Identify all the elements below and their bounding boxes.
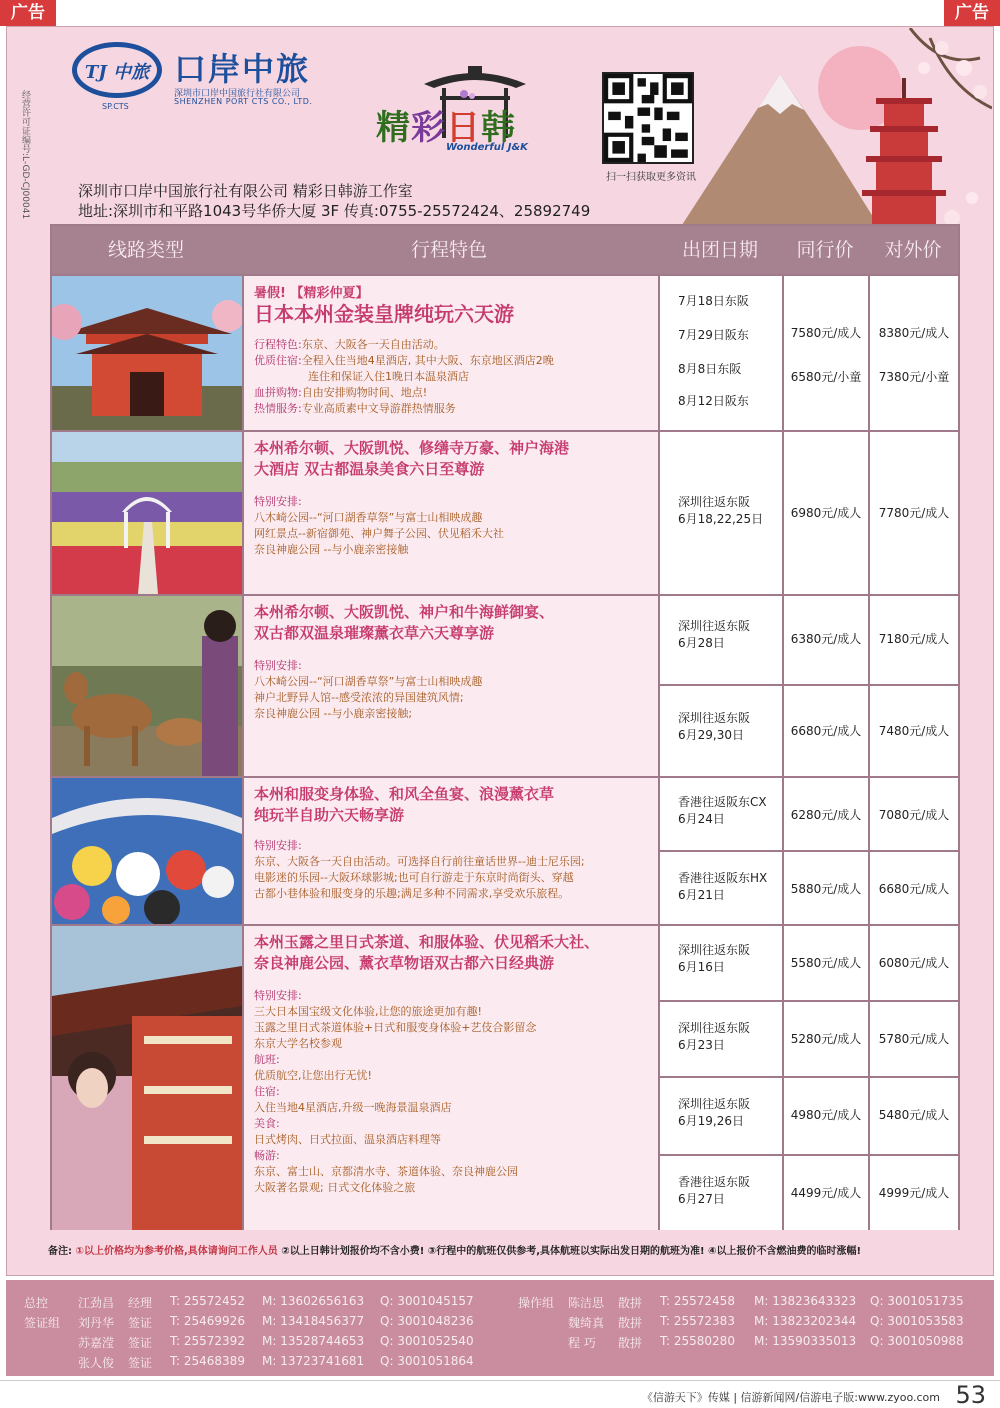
trade-price: 6280元/成人 [790, 807, 862, 822]
promo-tag: 暑假! 【精彩仲夏】 [254, 286, 369, 301]
date-cell [658, 778, 782, 924]
row-separator [784, 1076, 868, 1078]
contact-panel: 总控 江劲昌 经理 T: 25572452 M: 13602656163 Q: 3001045157 签证组 刘丹华 签证 T: 25469926 M: 13418456377 Q: 3001048236 苏嘉滢 签证 T: 25572392 M: 13528744653 Q: 3001052540 张人俊 签证 T: 25468389 M: 13723741681 Q: 3001051864 操作组 陈洁思 散拼 T: 25572458 M: 13823643323 Q: 3001051735 魏绮真 散拼 T: 25572383 M: 13823202344 Q: 3001053583 程 巧 散拼 T: 25580280 M: 13590335013 Q: 3001050988 [6, 1280, 994, 1376]
row-separator [870, 850, 958, 852]
feature-line: 奈良神鹿公园 --与小鹿亲密接触 [254, 543, 409, 556]
feature-line: 奈良神鹿公园 --与小鹿亲密接触; [254, 707, 413, 720]
feature-line: 神户北野异人馆--感受浓浓的异国建筑风情; [254, 691, 464, 704]
retail-price: 5780元/成人 [878, 1031, 950, 1046]
feature-line: 网红景点--新宿御苑、神户舞子公园、伏见稻禾大社 [254, 527, 504, 540]
table-row [52, 776, 958, 924]
brand-english: Wonderful J&K [446, 142, 528, 153]
departure-date: 香港往返东阪 6月27日 [678, 1175, 751, 1206]
feature-line: 东京大学名校参观 [254, 1037, 342, 1050]
departure-date: 8月12日阪东 [678, 393, 749, 408]
feature-label: 特别安排: [254, 839, 302, 852]
table-row [52, 924, 958, 1230]
feature-line: 优质航空,让您出行无忧! [254, 1069, 372, 1082]
table-header [52, 226, 958, 274]
tour-price-table [50, 224, 960, 1230]
trade-price: 5280元/成人 [790, 1031, 862, 1046]
retail-price: 4999元/成人 [878, 1185, 950, 1200]
row-separator [660, 850, 782, 852]
qr-caption: 扫一扫获取更多资讯 [606, 172, 696, 183]
header-departure-date: 出团日期 [681, 239, 758, 261]
header-retail-price: 对外价 [884, 239, 942, 261]
departure-date: 8月8日东阪 [678, 361, 742, 376]
feature-line: 八木崎公园--“河口湖香草祭”与富士山相映成趣 [254, 511, 483, 524]
retail-price: 5480元/成人 [878, 1107, 950, 1122]
tour-title: 本州希尔顿、大阪凯悦、神户和牛海鲜御宴、 [254, 603, 555, 621]
tour-title: 双古都双温泉璀璨薰衣草六天尊享游 [254, 624, 495, 642]
license-code: 经营许可证编号:L-GD-CJ00041 [20, 90, 30, 220]
feature-line: 电影迷的乐园--大阪环球影城;也可自行游走于东京时尚街头、穿越 [254, 871, 574, 884]
row-separator [870, 1000, 958, 1002]
retail-price: 6680元/成人 [878, 881, 950, 896]
row-separator [660, 1076, 782, 1078]
trade-price: 4499元/成人 [790, 1185, 862, 1200]
trade-price-cell [782, 432, 868, 594]
departure-date: 香港往返阪东HX 6月21日 [678, 871, 768, 902]
retail-price: 8380元/成人 [878, 325, 950, 340]
trade-price: 5880元/成人 [790, 881, 862, 896]
departure-date: 深圳往返东阪 6月18,22,25日 [678, 495, 764, 526]
ad-tag-left: 广告 [0, 0, 56, 26]
trade-price: 5580元/成人 [790, 955, 862, 970]
retail-price-cell [868, 778, 958, 924]
photo-universal-studios [52, 778, 242, 924]
trade-price-cell [782, 926, 868, 1230]
retail-price: 7480元/成人 [878, 723, 950, 738]
page-footer [0, 1380, 1000, 1408]
retail-price-cell [868, 276, 958, 430]
date-cell [658, 432, 782, 594]
feature-label: 航班: [254, 1053, 280, 1066]
remarks: 备注: ①以上价格均为参考价格,具体请询问工作人员 ②以上日韩计划报价均不含小费! ③行程中的航班仅供参考,具体航班以实际出发日期的航班为准! ④以上报价不含燃油费的临时涨幅! [48, 1246, 862, 1257]
tour-title: 本州玉露之里日式茶道、和服体验、伏见稻禾大社、 [254, 933, 600, 951]
feature-line: 东京、富士山、京都清水寺、茶道体验、奈良神鹿公园 [254, 1165, 518, 1178]
table-row [52, 274, 958, 430]
retail-price: 7180元/成人 [878, 631, 950, 646]
feature-line: 古都小巷体验和服变身的乐趣;满足多种不同需求,享受欢乐旅程。 [254, 887, 570, 900]
feature-line: 行程特色:东京、大阪各一天自由活动。 [254, 338, 445, 351]
departure-date: 深圳往返东阪 6月29,30日 [678, 711, 751, 742]
brand-name: 精彩日韩 [376, 108, 516, 148]
feature-line: 八木崎公园--“河口湖香草祭”与富士山相映成趣 [254, 675, 483, 688]
itinerary-cell [242, 276, 658, 430]
header-route-type: 线路类型 [107, 239, 184, 261]
retail-price: 7780元/成人 [878, 505, 950, 520]
retail-price: 6080元/成人 [878, 955, 950, 970]
row-separator [784, 1000, 868, 1002]
trade-price: 4980元/成人 [790, 1107, 862, 1122]
tour-title: 日本本州金装皇牌纯玩六天游 [254, 302, 514, 326]
company-logo [66, 40, 338, 110]
feature-label: 住宿: [254, 1085, 280, 1098]
logo-subtitle-cn: 深圳市口岸中国旅行社有限公司 [174, 89, 301, 99]
trade-price: 7580元/成人 [790, 325, 862, 340]
row-separator [870, 1076, 958, 1078]
photo-kiyomizu-gate [52, 276, 242, 430]
qr-code-icon [604, 74, 692, 162]
retail-price: 7080元/成人 [878, 807, 950, 822]
itinerary-cell [242, 778, 658, 924]
row-separator [784, 684, 868, 686]
logo-ring-icon [72, 42, 162, 98]
company-name: 深圳市口岸中国旅行社有限公司 精彩日韩游工作室 [78, 182, 413, 200]
departure-date: 香港往返阪东CX 6月24日 [678, 795, 767, 826]
photo-nara-deer [52, 596, 242, 776]
feature-line: 日式烤肉、日式拉面、温泉酒店料理等 [254, 1133, 441, 1146]
departure-date: 深圳往返东阪 6月19,26日 [678, 1097, 751, 1128]
departure-date: 深圳往返东阪 6月28日 [678, 619, 751, 650]
page-number: 53 [955, 1381, 986, 1408]
header-itinerary: 行程特色 [410, 239, 487, 261]
feature-label: 特别安排: [254, 495, 302, 508]
tour-title: 奈良神鹿公园、薰衣草物语双古都六日经典游 [254, 954, 555, 972]
feature-label: 美食: [254, 1117, 280, 1130]
row-separator [784, 1154, 868, 1156]
row-separator [660, 1000, 782, 1002]
feature-line: 入住当地4星酒店,升级一晚海景温泉酒店 [254, 1101, 452, 1114]
departure-date: 7月18日东阪 [678, 293, 749, 308]
table-row [52, 594, 958, 776]
trade-price-cell [782, 596, 868, 776]
trade-price: 6980元/成人 [790, 505, 862, 520]
retail-price-cell [868, 596, 958, 776]
photo-shrine-kimono [52, 926, 242, 1230]
trade-price-cell [782, 276, 868, 430]
mount-fuji-pagoda-illustration [680, 28, 992, 248]
date-cell [658, 276, 782, 430]
tour-title: 纯玩半自助六天畅享游 [254, 806, 405, 824]
departure-date: 7月29日阪东 [678, 327, 749, 342]
header-trade-price: 同行价 [796, 239, 854, 261]
trade-price: 6580元/小童 [790, 369, 862, 384]
row-separator [784, 850, 868, 852]
feature-label: 特别安排: [254, 659, 302, 672]
date-cell [658, 596, 782, 776]
row-separator [660, 684, 782, 686]
company-address: 地址:深圳市和平路1043号华侨大厦 3F 传真:0755-25572424、25892749 [78, 202, 591, 220]
logo-ring-text: TJ 中旅 [84, 62, 150, 83]
departure-date: 深圳往返东阪 6月23日 [678, 1021, 751, 1052]
brand-logo [376, 66, 546, 156]
footer-credit: 《信游天下》传媒 | 信游新闻网/信游电子版:www.zyoo.com [641, 1391, 940, 1404]
ad-tag-right: 广告 [944, 0, 1000, 26]
feature-line: 连住和保证入住1晚日本温泉酒店 [308, 370, 469, 383]
feature-line: 血拼购物:自由安排购物时间、地点! [254, 386, 428, 399]
itinerary-cell [242, 596, 658, 776]
photo-lavender-field [52, 432, 242, 594]
feature-label: 特别安排: [254, 989, 302, 1002]
departure-date: 深圳往返东阪 6月16日 [678, 943, 751, 974]
logo-name: 口岸中旅 [174, 50, 311, 88]
retail-price: 7380元/小童 [878, 369, 950, 384]
retail-price-cell [868, 432, 958, 594]
tour-title: 本州和服变身体验、和风全鱼宴、浪漫薰衣草 [254, 785, 555, 803]
feature-line: 玉露之里日式茶道体验+日式和服变身体验+艺伎合影留念 [254, 1021, 537, 1034]
itinerary-cell [242, 432, 658, 594]
row-separator [660, 1154, 782, 1156]
itinerary-cell [242, 926, 658, 1230]
feature-line: 热情服务:专业高质素中文导游群热情服务 [254, 402, 456, 415]
feature-line: 优质住宿:全程入住当地4星酒店, 其中大阪、东京地区酒店2晚 [254, 354, 554, 367]
feature-line: 东京、大阪各一天自由活动。可选择自行前往童话世界--迪士尼乐园; [254, 855, 585, 868]
feature-line: 三大日本国宝级文化体验,让您的旅途更加有趣! [254, 1005, 482, 1018]
row-separator [870, 1154, 958, 1156]
table-row [52, 430, 958, 594]
retail-price-cell [868, 926, 958, 1230]
trade-price: 6680元/成人 [790, 723, 862, 738]
date-cell [658, 926, 782, 1230]
logo-subtitle-en: SHENZHEN PORT CTS CO., LTD. [174, 97, 313, 106]
row-separator [870, 684, 958, 686]
trade-price-cell [782, 778, 868, 924]
feature-line: 大阪著名景观; 日式文化体验之旅 [254, 1181, 416, 1194]
feature-label: 畅游: [254, 1149, 280, 1162]
tour-title: 本州希尔顿、大阪凯悦、修缮寺万豪、神户海港 [254, 439, 570, 457]
logo-abbrev: SP.CTS [102, 102, 129, 111]
tour-title: 大酒店 双古都温泉美食六日至尊游 [254, 460, 485, 478]
trade-price: 6380元/成人 [790, 631, 862, 646]
